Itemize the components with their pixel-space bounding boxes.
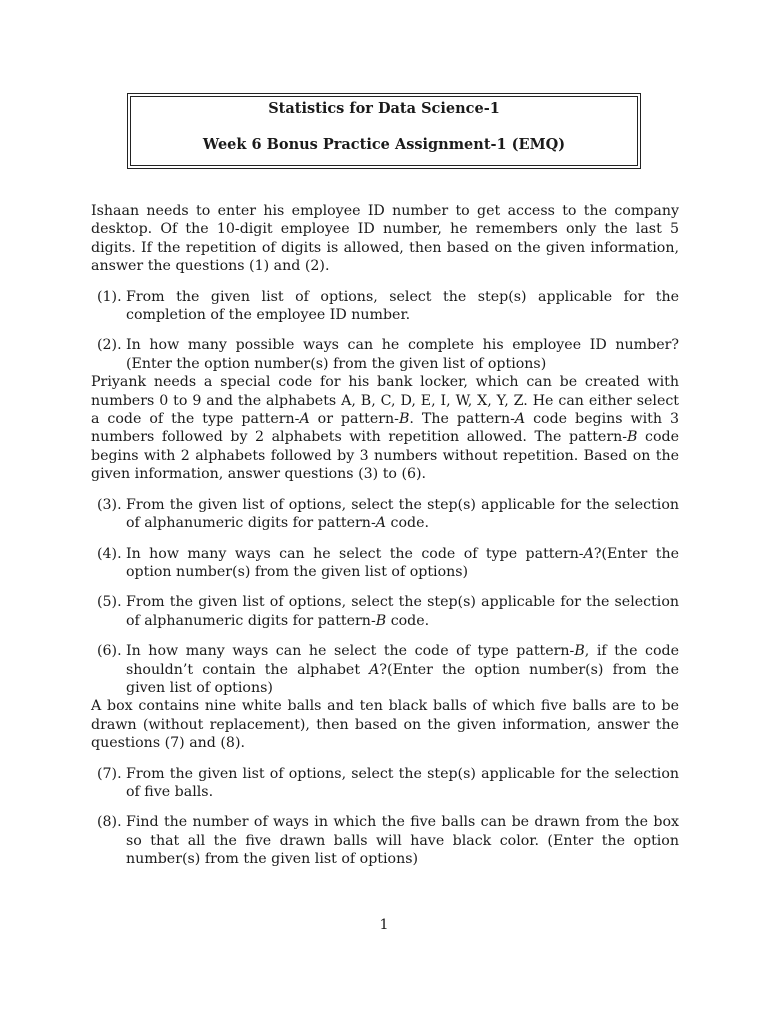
- question-3: [91, 496, 679, 533]
- title-box-inner: [130, 96, 638, 166]
- question-text-part: In how many ways can he select the code of type pattern-: [126, 545, 584, 562]
- question-4-text: [126, 546, 679, 580]
- question-5-text: [126, 594, 679, 628]
- pattern-symbol: A: [299, 411, 310, 428]
- title-box: [127, 93, 641, 169]
- question-7-number: (7).: [97, 765, 122, 782]
- pattern-symbol: B: [398, 411, 410, 428]
- question-text-part: code.: [386, 612, 430, 629]
- question-6: [91, 642, 679, 697]
- question-text-part: ?(Enter the option number(s) from the given list of options): [126, 661, 679, 696]
- question-text-part: From the given list of options, select the step(s) applicable for the selection of alphanumeric digits for pattern-: [126, 496, 679, 532]
- question-text-part: From the given list of options, select the step(s) applicable for the selection of alphanumeric digits for pattern-: [126, 594, 679, 629]
- question-5-number: (5).: [97, 594, 122, 611]
- intro-text: Priyank needs a special code for his bank locker, which can be created with numbers 0 to 9 and the alphabets A, B, C, D, E, I, W, X, Y, Z. He can either select a code of the type pattern-: [91, 374, 679, 428]
- pattern-symbol: B: [574, 643, 585, 660]
- question-text-part: In how many ways can he select the code of type pattern-: [126, 643, 575, 660]
- question-3-text: [126, 497, 679, 531]
- pattern-symbol: A: [369, 661, 380, 678]
- question-8: [91, 813, 679, 868]
- question-2-text: In how many possible ways can he complete his employee ID number?(Enter the option number(s) from the given list of options): [126, 337, 679, 372]
- pattern-symbol: A: [514, 411, 526, 428]
- question-2-number: (2).: [97, 337, 122, 354]
- question-7-text: From the given list of options, select the step(s) applicable for the selection of five balls.: [126, 765, 679, 800]
- question-text-part: , if the code shouldn’t contain the alphabet: [126, 643, 679, 678]
- question-3-number: (3).: [97, 496, 122, 513]
- question-1-text: From the given list of options, select the step(s) applicable for the completion of the employee ID number.: [126, 288, 679, 324]
- question-8-text: Find the number of ways in which the five balls can be drawn from the box so that all the five drawn balls will have black color. (Enter the option number(s) from the given list of options): [126, 814, 679, 868]
- question-4: [91, 545, 679, 582]
- question-8-number: (8).: [97, 814, 122, 831]
- section-3-intro: A box contains nine white balls and ten black balls of which five balls are to be drawn (without replacement), then based on the given information, answer the questions (7) and (8).: [91, 698, 679, 752]
- intro-text: . The pattern-: [409, 411, 515, 428]
- question-text-part: ?(Enter the option number(s) from the given list of options): [126, 545, 679, 580]
- intro-text: code begins with 2 alphabets followed by 3 numbers without repetition. Based on the given information, answer questions (3) to (6).: [91, 429, 679, 483]
- section-2-intro: [91, 373, 679, 483]
- page-number: 1: [379, 917, 389, 933]
- question-6-text: [126, 643, 679, 696]
- section-1-intro: Ishaan needs to enter his employee ID number to get access to the company desktop. Of the 10-digit employee ID number, he remembers only the last 5 digits. If the repetition of digits is allowed, then based on the given information, answer the questions (1) and (2).: [91, 203, 679, 275]
- question-1-number: (1).: [97, 288, 122, 305]
- document-subtitle: Week 6 Bonus Practice Assignment-1 (EMQ): [202, 136, 566, 153]
- pattern-symbol: A: [375, 515, 386, 532]
- document-title: Statistics for Data Science-1: [268, 100, 500, 117]
- question-7: [91, 765, 679, 802]
- question-text-part: code.: [386, 515, 429, 532]
- intro-text: or pattern-: [309, 411, 399, 428]
- pattern-symbol: A: [583, 545, 594, 562]
- intro-text: code begins with 3 numbers followed by 2 alphabets with repetition allowed. The pattern-: [91, 411, 679, 446]
- question-1: [91, 288, 679, 325]
- question-5: [91, 593, 679, 630]
- document-body: [91, 202, 679, 869]
- question-6-number: (6).: [97, 643, 122, 660]
- pattern-symbol: B: [627, 429, 638, 446]
- pattern-symbol: B: [375, 612, 387, 629]
- question-2: [91, 336, 679, 373]
- question-4-number: (4).: [97, 545, 122, 562]
